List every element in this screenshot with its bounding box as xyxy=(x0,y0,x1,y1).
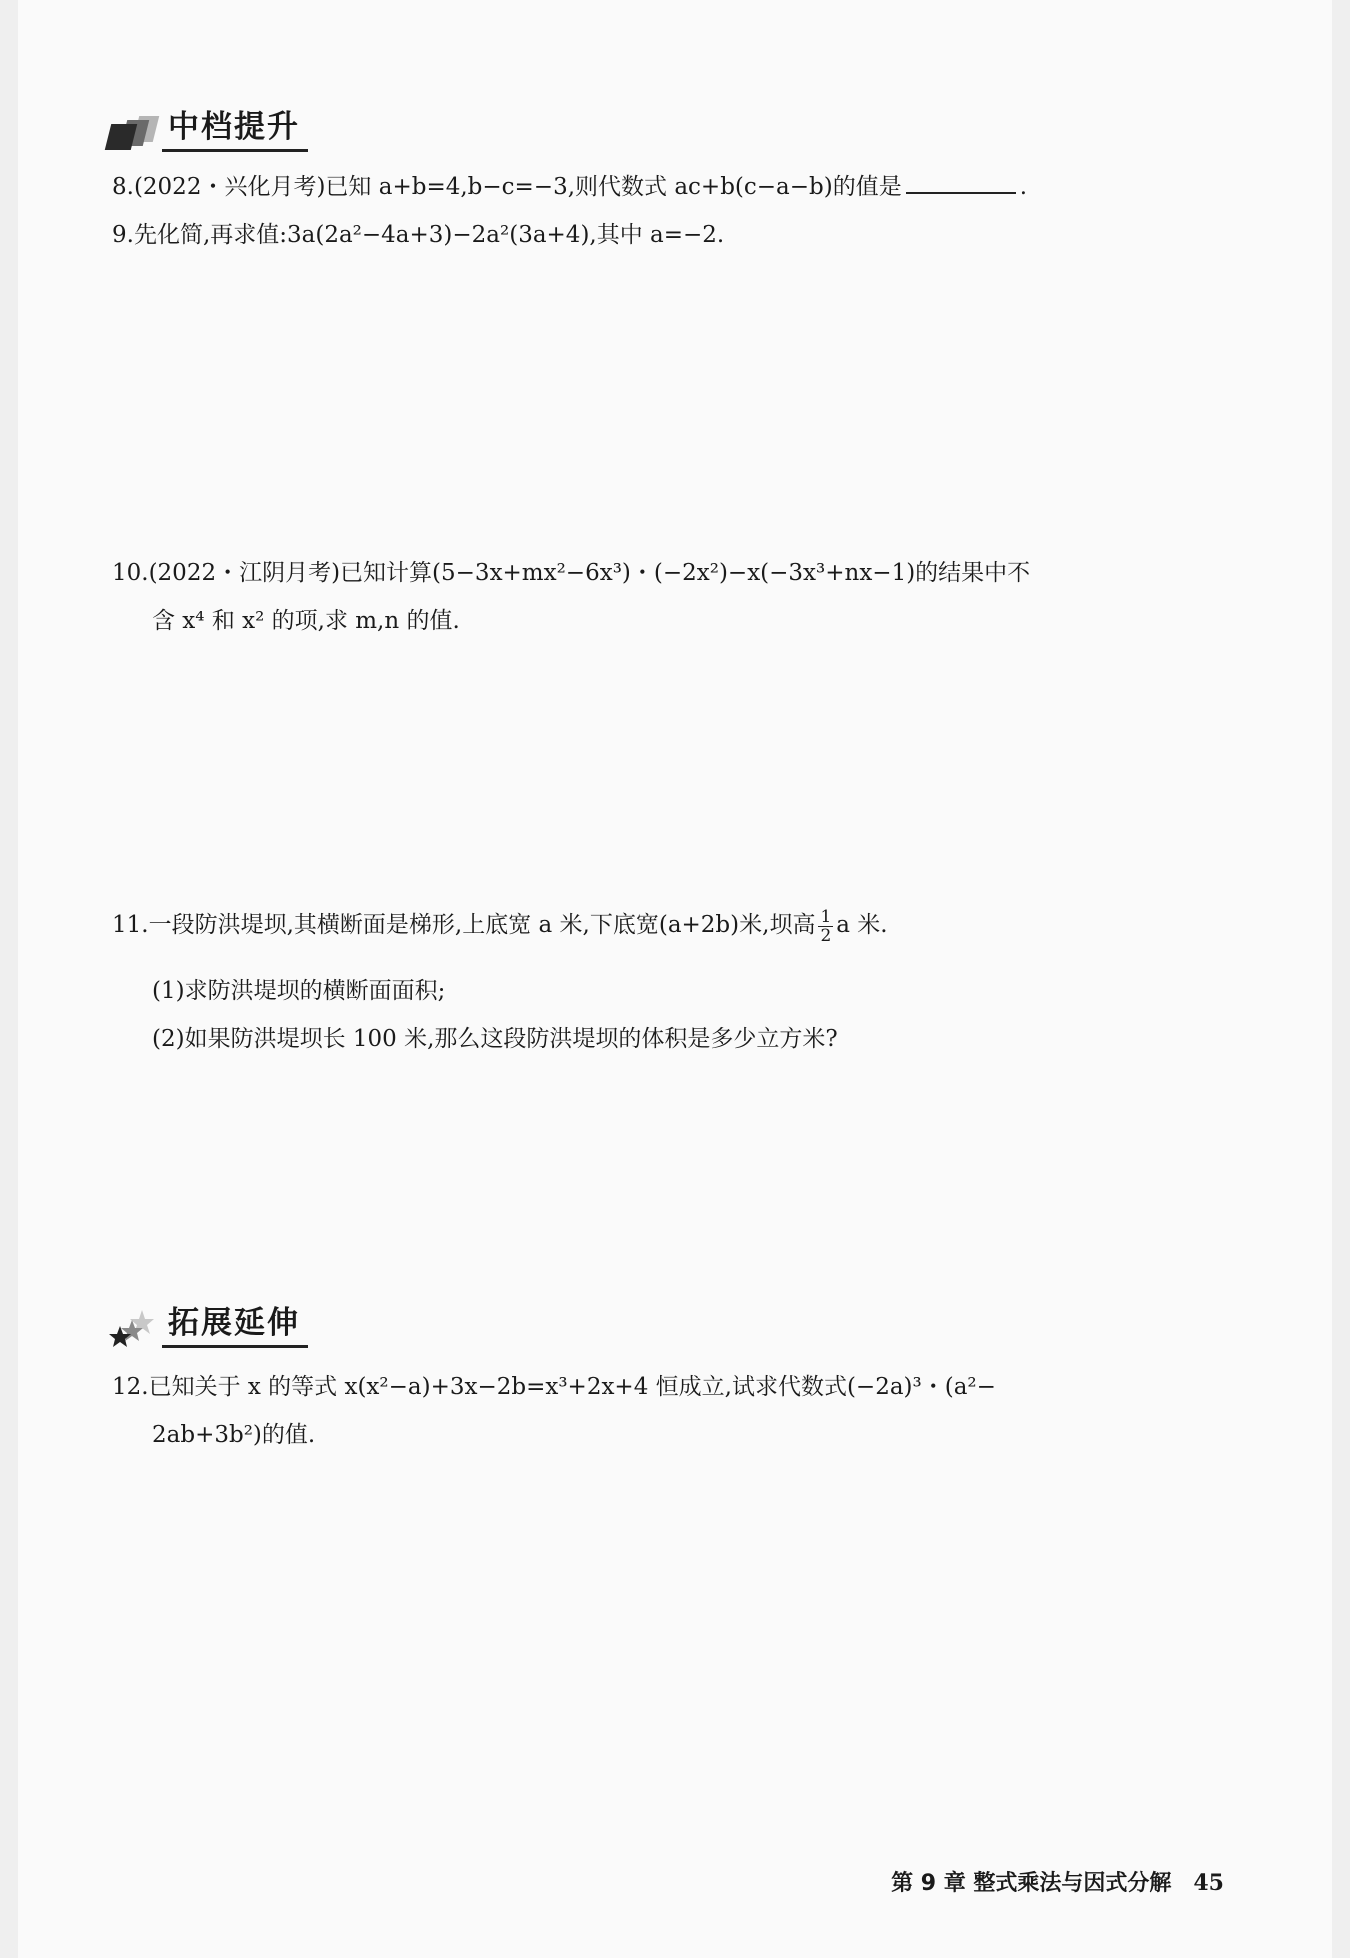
page-footer xyxy=(891,1866,1224,1897)
question-12-line2: 2ab+3b²)的值. xyxy=(152,1422,316,1448)
question-11 xyxy=(112,902,1242,948)
question-12-line1: 12.已知关于 x 的等式 x(x²−a)+3x−2b=x³+2x+4 恒成立,试求代数式(−2a)³・(a²− xyxy=(112,1374,996,1400)
section-header-mid xyxy=(108,104,308,152)
section-mark-icon xyxy=(108,116,160,152)
question-11-part1: (1)求防洪堤坝的横断面面积; xyxy=(152,978,446,1004)
section-title: 拓展延伸 xyxy=(162,1303,308,1348)
question-9: 9.先化简,再求值:3a(2a²−4a+3)−2a²(3a+4),其中 a=−2. xyxy=(112,222,725,248)
question-11-tail: a 米. xyxy=(836,912,888,938)
fraction-one-half: $\frac{1}{2}$ xyxy=(820,906,832,946)
stars-icon xyxy=(108,1308,160,1348)
chapter-title: 第 9 章 整式乘法与因式分解 xyxy=(891,1871,1172,1896)
question-10-line1: 10.(2022・江阴月考)已知计算(5−3x+mx²−6x³)・(−2x²)−x(−3x³+nx−1)的结果中不 xyxy=(112,560,1031,586)
question-11-text: 11.一段防洪堤坝,其横断面是梯形,上底宽 a 米,下底宽(a+2b)米,坝高 xyxy=(112,912,816,938)
question-8 xyxy=(112,164,1242,210)
question-8-tail: . xyxy=(1019,174,1028,200)
page-number: 45 xyxy=(1193,1870,1224,1896)
question-11-part2: (2)如果防洪堤坝长 100 米,那么这段防洪堤坝的体积是多少立方米? xyxy=(152,1026,838,1052)
question-8-text: 8.(2022・兴化月考)已知 a+b=4,b−c=−3,则代数式 ac+b(c−a−b)的值是 xyxy=(112,174,902,200)
question-10-line2: 含 x⁴ 和 x² 的项,求 m,n 的值. xyxy=(152,608,460,634)
section-title: 中档提升 xyxy=(162,107,308,152)
section-header-ext xyxy=(108,1300,308,1348)
answer-blank xyxy=(906,166,1016,194)
